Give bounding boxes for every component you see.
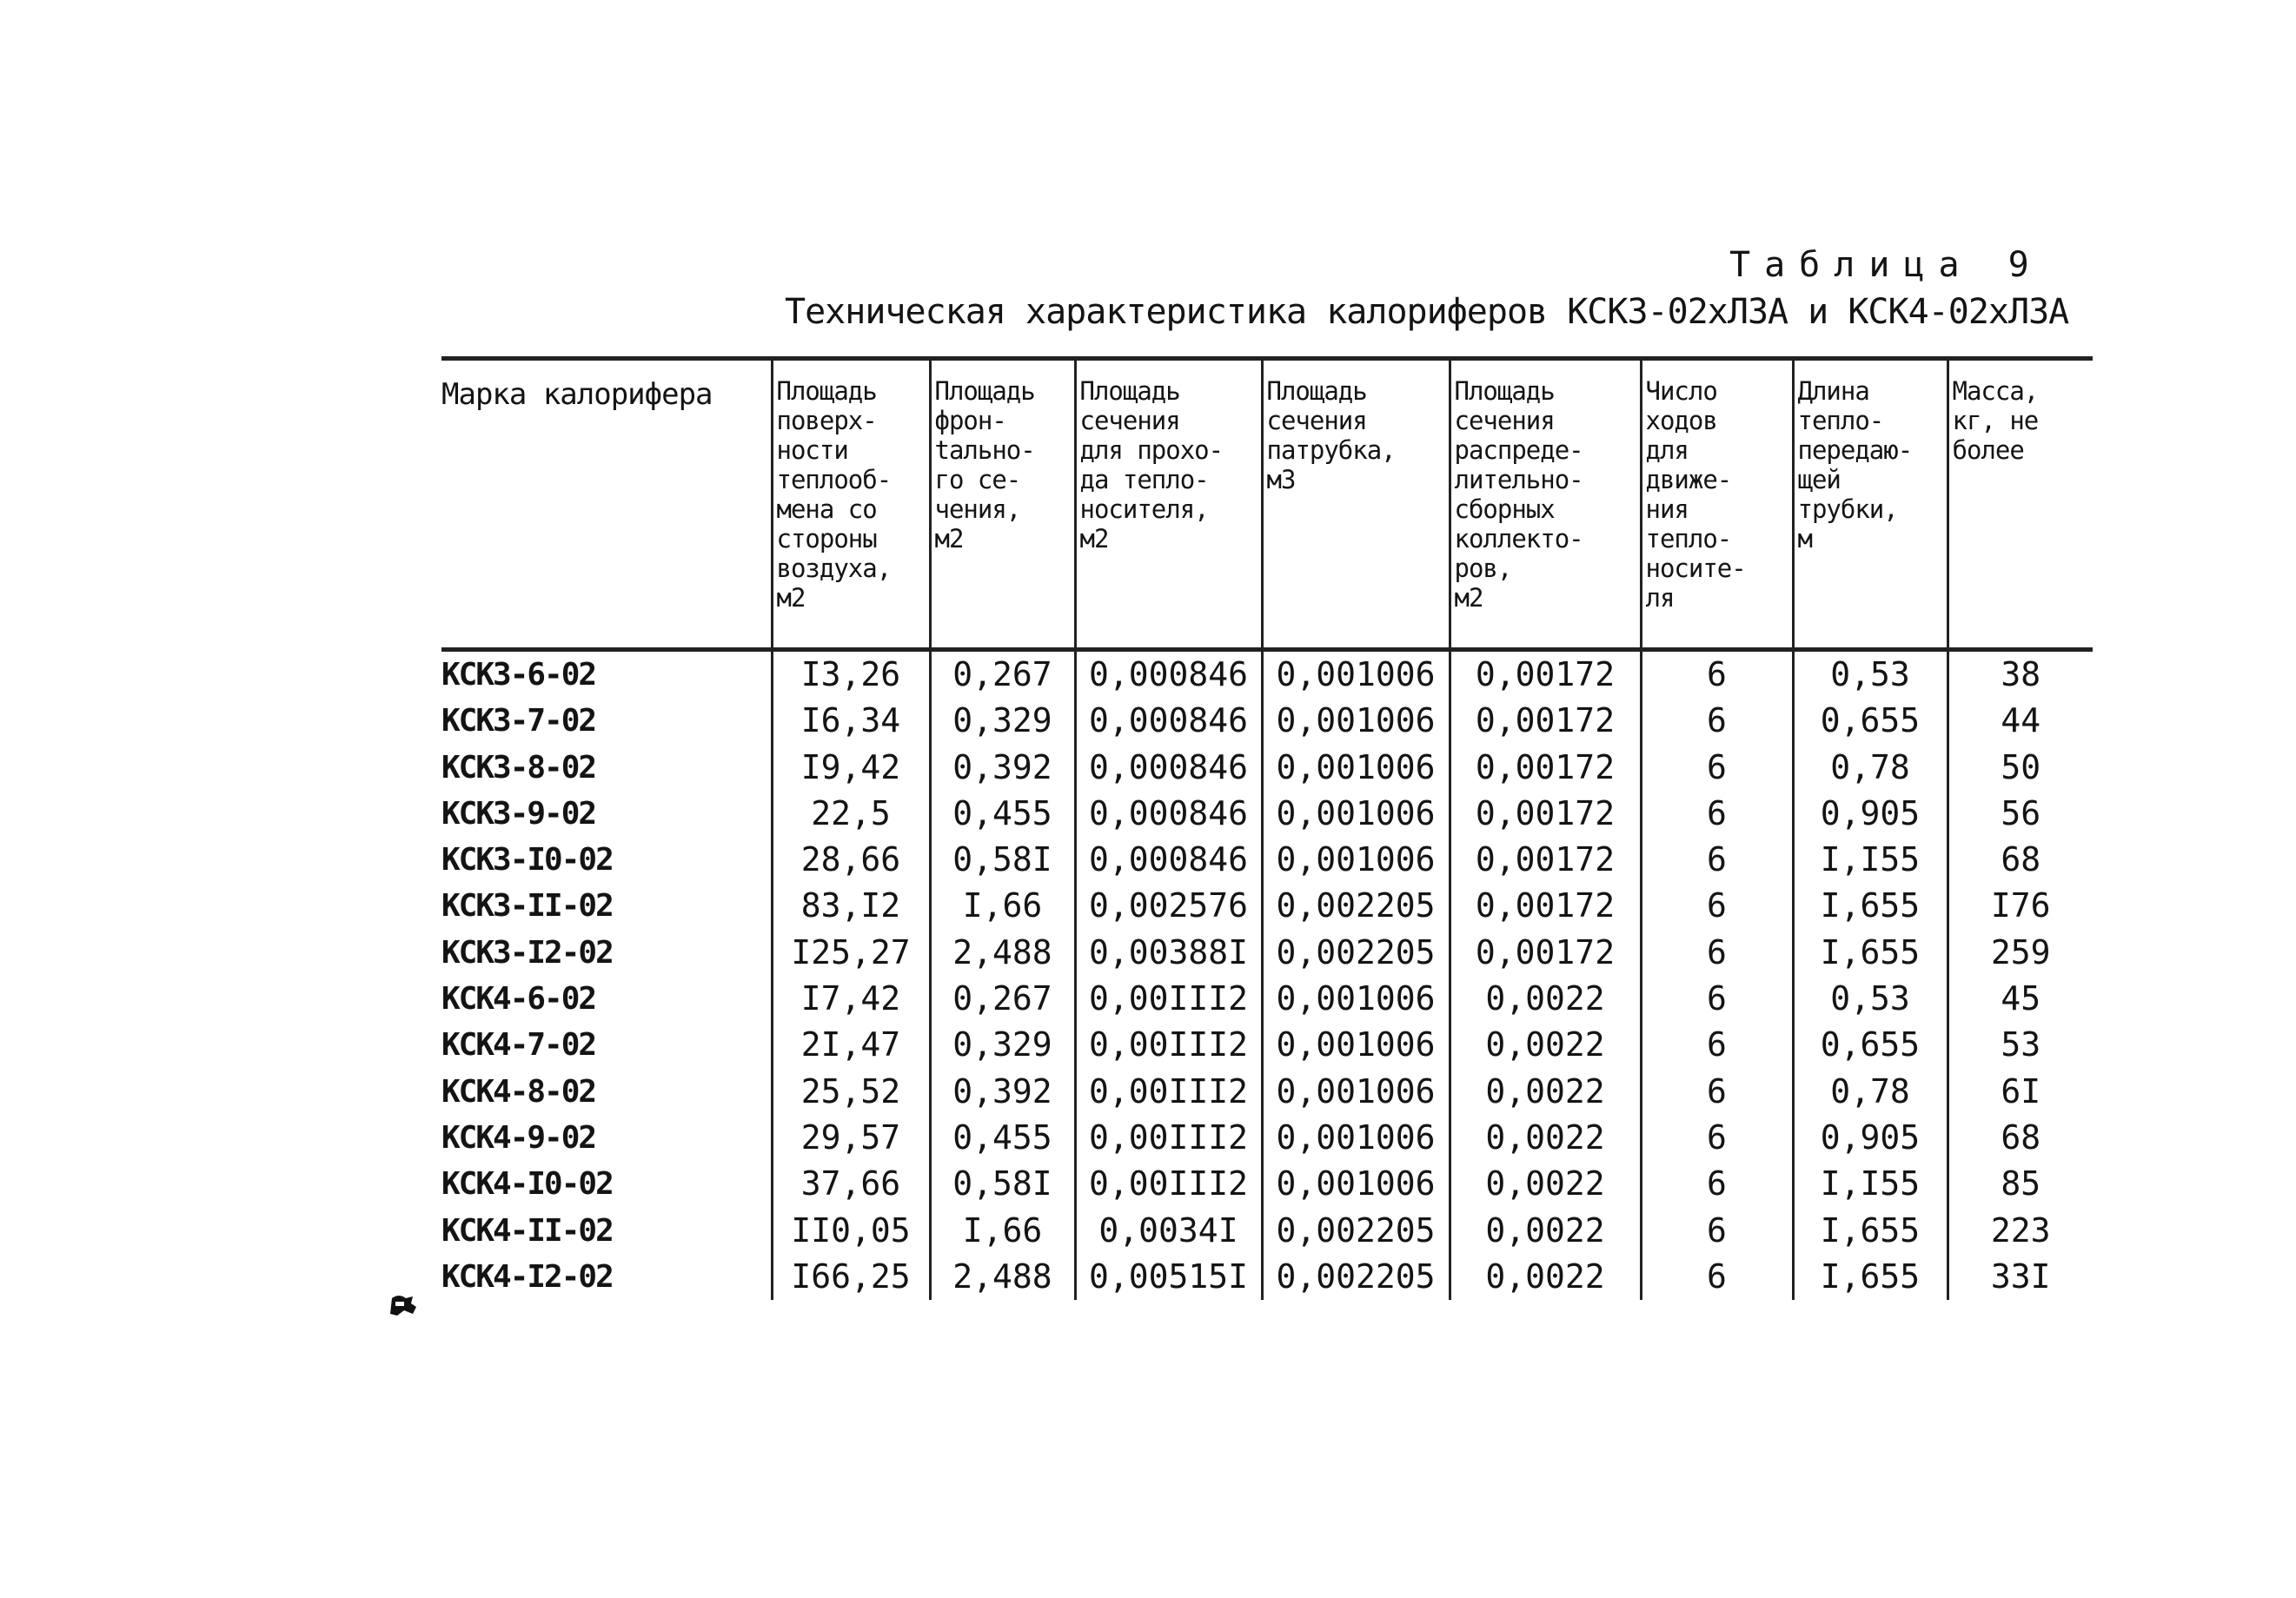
value-cell: 0,000846 (1075, 837, 1262, 883)
model-cell: КСК3-6-02 (441, 657, 596, 693)
value-cell: 0,000846 (1075, 650, 1262, 699)
value-cell: 0,00172 (1450, 930, 1641, 976)
value-cell: 0,0022 (1450, 1022, 1641, 1068)
value-cell: 0,53 (1793, 650, 1948, 699)
value-cell: 0,00172 (1450, 698, 1641, 744)
value-cell: 6 (1641, 1022, 1793, 1068)
value-cell: 0,001006 (1262, 1022, 1450, 1068)
value-cell: I76 (1948, 883, 2093, 929)
value-cell: 0,655 (1793, 1022, 1948, 1068)
value-cell: I9,42 (772, 745, 930, 791)
value-cell: 0,0022 (1450, 1254, 1641, 1300)
value-cell: 0,00515I (1075, 1254, 1262, 1300)
value-cell: I,66 (930, 1208, 1075, 1254)
value-cell: 0,00172 (1450, 791, 1641, 837)
value-cell: I7,42 (772, 976, 930, 1022)
value-cell: 28,66 (772, 837, 930, 883)
value-cell: 0,0034I (1075, 1208, 1262, 1254)
value-cell: 0,001006 (1262, 1161, 1450, 1207)
model-cell: КСК4-9-02 (441, 1119, 596, 1156)
value-cell: 22,5 (772, 791, 930, 837)
value-cell: 0,455 (930, 791, 1075, 837)
value-cell: 6 (1641, 976, 1793, 1022)
table-row (441, 976, 2093, 1022)
model-cell: КСК3-II-02 (441, 888, 613, 925)
model-cell: КСК3-9-02 (441, 795, 596, 832)
header-cell: Площадь сечения распреде- лительно- сборных коллекто- ров, м2 (1450, 359, 1641, 650)
value-cell: 0,001006 (1262, 837, 1450, 883)
value-cell: I,655 (1793, 930, 1948, 976)
value-cell: 0,392 (930, 1069, 1075, 1115)
value-cell: I3,26 (772, 650, 930, 699)
value-cell: 29,57 (772, 1115, 930, 1161)
value-cell: 0,905 (1793, 1115, 1948, 1161)
value-cell: I,I55 (1793, 837, 1948, 883)
value-cell: 85 (1948, 1161, 2093, 1207)
table-body (441, 650, 2093, 1301)
value-cell: 0,78 (1793, 745, 1948, 791)
model-cell: КСК4-8-02 (441, 1073, 596, 1110)
model-cell: КСК3-I0-02 (441, 842, 613, 879)
model-cell: КСК3-I2-02 (441, 934, 613, 971)
table-row (441, 1115, 2093, 1161)
value-cell: 0,001006 (1262, 745, 1450, 791)
value-cell: 0,002205 (1262, 1254, 1450, 1300)
value-cell: 6 (1641, 698, 1793, 744)
model-cell: КСК3-7-02 (441, 703, 596, 739)
value-cell: 6 (1641, 791, 1793, 837)
model-cell: КСК4-I0-02 (441, 1166, 613, 1203)
value-cell: 0,267 (930, 650, 1075, 699)
value-cell: 0,905 (1793, 791, 1948, 837)
value-cell: I66,25 (772, 1254, 930, 1300)
table-row (441, 837, 2093, 883)
value-cell: 0,00172 (1450, 650, 1641, 699)
value-cell: 25,52 (772, 1069, 930, 1115)
value-cell: I6,34 (772, 698, 930, 744)
value-cell: 0,002576 (1075, 883, 1262, 929)
ink-mark-icon (387, 1291, 418, 1317)
model-cell: КСК4-II-02 (441, 1212, 613, 1249)
value-cell: 6 (1641, 1069, 1793, 1115)
table-row (441, 883, 2093, 929)
table-row (441, 1254, 2093, 1300)
value-cell: 50 (1948, 745, 2093, 791)
value-cell: 6I (1948, 1069, 2093, 1115)
value-cell: 6 (1641, 745, 1793, 791)
value-cell: 0,000846 (1075, 745, 1262, 791)
value-cell: 0,00172 (1450, 745, 1641, 791)
value-cell: 0,0022 (1450, 1208, 1641, 1254)
value-cell: 0,00III2 (1075, 1069, 1262, 1115)
value-cell: 0,002205 (1262, 883, 1450, 929)
value-cell: 0,001006 (1262, 791, 1450, 837)
value-cell: I,655 (1793, 883, 1948, 929)
value-cell: 53 (1948, 1022, 2093, 1068)
value-cell: 45 (1948, 976, 2093, 1022)
table-row (441, 1161, 2093, 1207)
header-cell: Площадь поверх- ности теплооб- мена со стороны воздуха, м2 (772, 359, 930, 650)
value-cell: 2,488 (930, 1254, 1075, 1300)
specification-table (441, 356, 2093, 1300)
value-cell: I,655 (1793, 1254, 1948, 1300)
value-cell: 0,001006 (1262, 1115, 1450, 1161)
value-cell: 223 (1948, 1208, 2093, 1254)
value-cell: 2,488 (930, 930, 1075, 976)
value-cell: 68 (1948, 1115, 2093, 1161)
value-cell: I25,27 (772, 930, 930, 976)
value-cell: 38 (1948, 650, 2093, 699)
value-cell: 6 (1641, 1208, 1793, 1254)
value-cell: I,66 (930, 883, 1075, 929)
value-cell: 0,329 (930, 698, 1075, 744)
value-cell: 0,001006 (1262, 650, 1450, 699)
value-cell: 0,00III2 (1075, 1022, 1262, 1068)
header-cell: Марка калорифера (441, 377, 713, 412)
value-cell: 0,00172 (1450, 837, 1641, 883)
value-cell: 0,00III2 (1075, 1161, 1262, 1207)
value-cell: 37,66 (772, 1161, 930, 1207)
table-title: Техническая характеристика калориферов КСК3-02хЛ3А и КСК4-02хЛ3А (785, 292, 2069, 332)
value-cell: 0,00172 (1450, 883, 1641, 929)
value-cell: 0,392 (930, 745, 1075, 791)
value-cell: 0,655 (1793, 698, 1948, 744)
value-cell: 0,267 (930, 976, 1075, 1022)
table-row (441, 791, 2093, 837)
value-cell: 56 (1948, 791, 2093, 837)
table-row (441, 650, 2093, 699)
table-row (441, 1069, 2093, 1115)
value-cell: 6 (1641, 1254, 1793, 1300)
value-cell: 0,329 (930, 1022, 1075, 1068)
table-row (441, 698, 2093, 744)
value-cell: 6 (1641, 883, 1793, 929)
header-cell: Площадь фрон- tально- го се- чения, м2 (930, 359, 1075, 650)
value-cell: 0,455 (930, 1115, 1075, 1161)
value-cell: 0,001006 (1262, 1069, 1450, 1115)
value-cell: 33I (1948, 1254, 2093, 1300)
value-cell: 6 (1641, 1115, 1793, 1161)
header-cell: Число ходов для движе- ния тепло- носите- ля (1641, 359, 1793, 650)
value-cell: 0,00III2 (1075, 1115, 1262, 1161)
value-cell: 0,58I (930, 1161, 1075, 1207)
value-cell: 6 (1641, 1161, 1793, 1207)
header-cell: Масса, кг, не более (1948, 359, 2093, 650)
value-cell: 0,000846 (1075, 698, 1262, 744)
value-cell: 0,53 (1793, 976, 1948, 1022)
table-row (441, 930, 2093, 976)
table-row (441, 745, 2093, 791)
value-cell: 0,0022 (1450, 976, 1641, 1022)
value-cell: 0,00III2 (1075, 976, 1262, 1022)
value-cell: 0,000846 (1075, 791, 1262, 837)
value-cell: 0,78 (1793, 1069, 1948, 1115)
value-cell: 6 (1641, 930, 1793, 976)
value-cell: 0,00388I (1075, 930, 1262, 976)
value-cell: 68 (1948, 837, 2093, 883)
model-cell: КСК4-6-02 (441, 981, 596, 1018)
header-cell: Площадь сечения для прохо- да тепло- носителя, м2 (1075, 359, 1262, 650)
value-cell: II0,05 (772, 1208, 930, 1254)
header-cell: Площадь сечения патрубка, м3 (1262, 359, 1450, 650)
header-cell: Длина тепло- передаю- щей трубки, м (1793, 359, 1948, 650)
value-cell: 83,I2 (772, 883, 930, 929)
table-row (441, 1208, 2093, 1254)
value-cell: 0,0022 (1450, 1161, 1641, 1207)
model-cell: КСК4-I2-02 (441, 1258, 613, 1295)
table-row (441, 1022, 2093, 1068)
value-cell: 2I,47 (772, 1022, 930, 1068)
value-cell: 259 (1948, 930, 2093, 976)
value-cell: 0,58I (930, 837, 1075, 883)
value-cell: I,655 (1793, 1208, 1948, 1254)
header-row (441, 359, 2093, 650)
value-cell: 6 (1641, 837, 1793, 883)
value-cell: 0,0022 (1450, 1069, 1641, 1115)
value-cell: 0,0022 (1450, 1115, 1641, 1161)
value-cell: 0,001006 (1262, 976, 1450, 1022)
value-cell: 0,002205 (1262, 1208, 1450, 1254)
value-cell: 0,001006 (1262, 698, 1450, 744)
value-cell: 0,002205 (1262, 930, 1450, 976)
model-cell: КСК3-8-02 (441, 749, 596, 786)
table-number: Таблица 9 (1729, 245, 2043, 285)
value-cell: 6 (1641, 650, 1793, 699)
value-cell: I,I55 (1793, 1161, 1948, 1207)
value-cell: 44 (1948, 698, 2093, 744)
model-cell: КСК4-7-02 (441, 1027, 596, 1064)
